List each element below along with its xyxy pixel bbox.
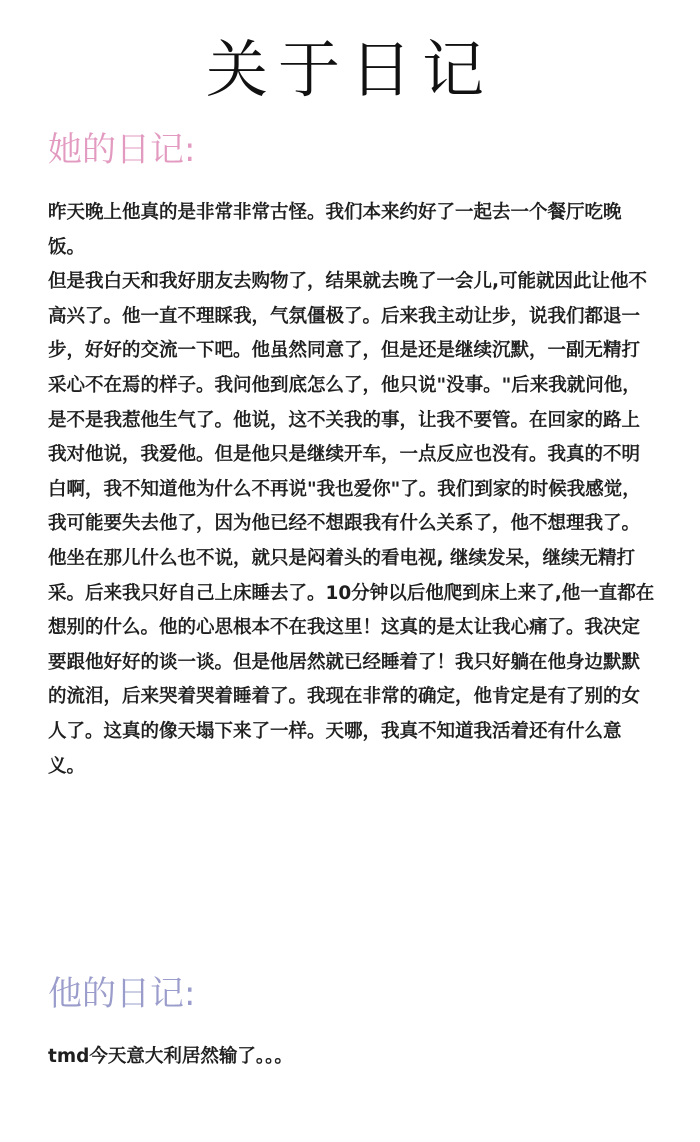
her-diary-paragraph-2: 但是我白天和我好朋友去购物了，结果就去晚了一会儿,可能就因此让他不高兴了。他一直不理睬我，气氛僵极了。后来我主动让步，说我们都退一步，好好的交流一下吧。他虽然同意了，但是还是继续沉默，一副无精打采心不在焉的样子。我问他到底怎么了，他只说"没事。"后来我就问他，是不是我惹他生气了。他说，这不关我的事，让我不要管。在回家的路上我对他说，我爱他。但是他只是继续开车，一点反应也没有。我真的不明白啊，我不知道他为什么不再说"我也爱你"了。我们到家的时候我感觉，我可能要失去他了，因为他已经不想跟我有什么关系了，他不想理我了。他坐在那儿什么也不说，就只是闷着头的看电视, 继续发呆，继续无精打采。后来我只好自己上床睡去了。10分钟以后他爬到床上来了,他一直都在想别的什么。他的心思根本不在我这里！这真的是太让我心痛了。我决定要跟他好好的谈一谈。但是他居然就已经睡着了！我只好躺在他身边默默的流泪，后来哭着哭着睡着了。我现在非常的确定，他肯定是有了别的女人了。这真的像天塌下来了一样。天哪，我真不知道我活着还有什么意义。 <box>48 271 655 777</box>
his-diary-heading: 他的日记: <box>48 974 196 1014</box>
his-diary-body: tmd今天意大利居然输了。。。 <box>48 1046 293 1067</box>
her-diary-body <box>48 196 658 784</box>
her-diary-paragraph-1: 昨天晚上他真的是非常非常古怪。我们本来约好了一起去一个餐厅吃晚饭。 <box>48 202 622 258</box>
her-diary-heading: 她的日记: <box>48 130 196 170</box>
page-title: 关于日记 <box>205 33 494 106</box>
